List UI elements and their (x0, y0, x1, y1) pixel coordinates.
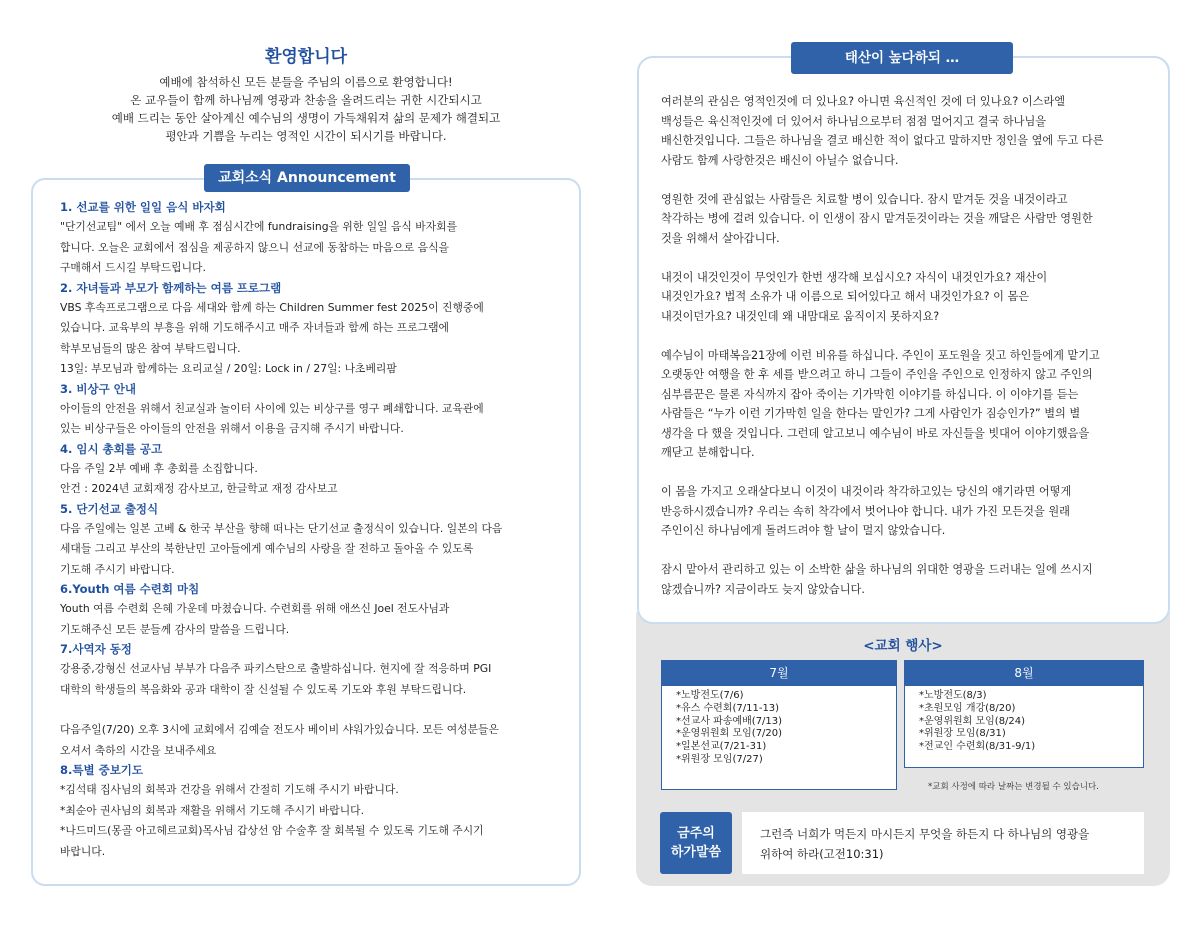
sermon-text: 않겠습니까? 지금이라도 늦지 않았습니다. (661, 582, 865, 596)
welcome-title: 환영합니다 (264, 47, 348, 67)
announcement-text: 세대들 그리고 부산의 북한난민 고아들에게 예수님의 사랑을 잘 전하고 돌아올 수 있도록 (60, 542, 474, 555)
announcement-item (60, 580, 570, 640)
announcement-text: 다음주일(7/20) 오후 3시에 교회에서 김예슬 전도사 베이비 샤워가있습니다. 모든 여성분들은 (60, 723, 499, 736)
announcement-heading: 4. 임시 총회를 공고 (60, 441, 163, 456)
sermon-text: 깨닫고 분해합니다. (661, 446, 755, 459)
announcement-spacer (60, 700, 570, 720)
event-item: *운영위원회 모임(7/20) (676, 728, 783, 740)
announcement-text: *최순아 권사님의 회복과 재활을 위해서 기도해 주시기 바랍니다. (60, 803, 365, 817)
paragraph-spacer (661, 170, 1156, 190)
event-item: *노방전도(8/3) (919, 690, 987, 701)
event-item: *노방전도(7/6) (676, 690, 744, 701)
event-item: *초원모임 개강(8/20) (919, 702, 1016, 714)
event-item: *위원장 모임(7/27) (676, 753, 763, 765)
sermon-text: 백성들은 육신적인것에 더 있어서 하나님으로부터 점점 멀어지고 결국 하나님을 (661, 114, 1047, 128)
event-item: *위원장 모임(8/31) (919, 728, 1006, 740)
announcement-heading: 3. 비상구 안내 (60, 381, 136, 396)
sermon-text: 내것인가요? 법적 소유가 내 이름으로 되어있다고 해서 내것인가요? 이 몸은 (661, 290, 1030, 303)
announcement-text: Youth 여름 수련회 은혜 가운데 마쳤습니다. 수련회를 위해 애쓰신 Joel 전도사님과 (60, 602, 450, 615)
event-item: *전교인 수련회(8/31-9/1) (919, 741, 1036, 753)
announcement-item (60, 640, 570, 761)
announcement-text: 다음 주일 2부 예배 후 총회를 소집합니다. (60, 461, 258, 475)
event-item: *일본선교(7/21-31) (676, 741, 767, 753)
announcement-text: *나드미드(몽골 아고헤르교회)목사님 갑상선 암 수술후 잘 회복될 수 있도록 기도해 주시기 (60, 824, 484, 837)
announcement-text: *김석태 집사님의 회복과 건강을 위해서 간절히 기도해 주시기 바랍니다. (60, 783, 399, 796)
announcement-title: 교회소식 Announcement (204, 164, 410, 192)
sermon-text: 잠시 맡아서 관리하고 있는 이 소박한 삶을 하나님의 위대한 영광을 드러내는 일에 쓰시지 (661, 563, 1093, 576)
announcement-item (60, 279, 570, 380)
verse-label-line: 금주의 (677, 826, 715, 841)
sermon-text: 오랫동안 여행을 한 후 세를 받으려고 하니 그들이 주인을 주인으로 인정하지 않고 주인의 (661, 368, 1093, 381)
sermon-text: 배신한것입니다. 그들은 하나님을 결코 배신한 적이 없다고 말하지만 정인을 옆에 두고 다른 (661, 134, 1104, 147)
announcement-heading: 5. 단기선교 출정식 (60, 501, 159, 516)
announcement-text: 합니다. 오늘은 교회에서 점심을 제공하지 않으니 선교에 동참하는 마음으로 음식을 (60, 240, 449, 254)
announcement-item (60, 380, 570, 440)
sermon-text: 주인이신 하나님에게 돌려드려야 할 날이 멀지 않았습니다. (661, 524, 946, 537)
month-events-august (904, 686, 1144, 768)
sermon-text: 영원한 것에 관심없는 사람들은 치료할 병이 있습니다. 잠시 맡겨둔 것을 내것이라고 (661, 192, 1068, 206)
event-item: *운영위원회 모임(8/24) (919, 715, 1026, 727)
paragraph-spacer (661, 541, 1156, 561)
events-title: <교회 행사> (863, 638, 943, 654)
verse-label-line: 하가말씀 (670, 845, 722, 860)
announcement-heading: 1. 선교를 위한 일일 음식 바자회 (60, 200, 226, 214)
welcome-line: 예배에 참석하신 모든 분들을 주님의 이름으로 환영합니다! (159, 75, 453, 89)
announcement-text: 있습니다. 교육부의 부흥을 위해 기도해주시고 매주 자녀들과 함께 하는 프로그램에 (60, 321, 449, 334)
announcement-text: 학부모님들의 많은 참여 부탁드립니다. (60, 341, 241, 355)
announcement-text: 강용중,강형신 선교사님 부부가 다음주 파키스탄으로 출발하십니다. 현지에 잘 적응하며 PGI (60, 662, 492, 675)
events-note: *교회 사정에 따라 날짜는 변경될 수 있습니다. (928, 782, 1099, 792)
welcome-line: 예배 드리는 동안 살아계신 예수님의 생명이 가득채워져 삶의 문제가 해결되고 (111, 111, 501, 125)
announcement-item (60, 761, 570, 862)
sermon-text: 것을 위해서 살아갑니다. (661, 231, 780, 245)
announcement-text: 바랍니다. (60, 844, 106, 858)
announcement-text: 대학의 학생들의 복음화와 공과 대학이 잘 신설될 수 있도록 기도와 후원 부탁드립니다. (60, 682, 467, 696)
event-item: *선교사 파송예배(7/13) (676, 715, 783, 727)
announcement-text: 13일: 부모님과 함께하는 요리교실 / 20일: Lock in / 27일: 나초베리팜 (60, 362, 397, 375)
sermon-text: 내것이던가요? 내것인데 왜 내맘대로 움직이지 못하지요? (661, 309, 940, 323)
announcement-heading: 7.사역자 동정 (60, 642, 132, 656)
announcement-text: 있는 비상구들은 아이들의 안전을 위해서 이용을 금지해 주시기 바랍니다. (60, 422, 404, 435)
announcement-heading: 8.특별 중보기도 (60, 763, 144, 777)
verse-text: 위하여 하라(고전10:31) (760, 847, 884, 861)
announcement-text: 기도해주신 모든 분들께 감사의 말씀을 드립니다. (60, 622, 290, 636)
sermon-text: 여러분의 관심은 영적인것에 더 있나요? 아니면 육신적인 것에 더 있나요? 이스라엘 (661, 95, 1066, 108)
sermon-text: 생각을 다 했을 것입니다. 그런데 알고보니 예수님이 바로 자신들을 빗대어 이야기했음을 (661, 426, 1090, 440)
event-item: *유스 수련회(7/11-13) (676, 702, 780, 714)
announcement-item (60, 500, 570, 581)
sermon-text: 심부름꾼은 물론 자식까지 잡아 죽이는 기가막힌 이야기를 하십니다. 이 이야기를 듣는 (661, 387, 1079, 401)
verse-box (742, 812, 1144, 874)
announcement-heading: 2. 자녀들과 부모가 함께하는 여름 프로그램 (60, 280, 282, 295)
paragraph-spacer (661, 326, 1156, 346)
announcement-text: 다음 주일에는 일본 고베 & 한국 부산을 향해 떠나는 단기선교 출정식이 있습니다. 일본의 다음 (60, 521, 503, 535)
paragraph-spacer (661, 463, 1156, 483)
verse-label (660, 812, 732, 874)
announcement-text: 구매해서 드시길 부탁드립니다. (60, 261, 206, 274)
sermon-title: 태산이 높다하되 … (791, 42, 1013, 74)
sermon-text: 이 몸을 가지고 오래살다보니 이것이 내것이라 착각하고있는 당신의 얘기라면 어떻게 (661, 485, 1072, 498)
announcement-text: 기도해 주시기 바랍니다. (60, 562, 175, 576)
sermon-text: 착각하는 병에 걸려 있습니다. 이 인생이 잠시 맡겨둔것이라는 것을 깨달은 사람만 영원한 (661, 212, 1093, 225)
sermon-text: 예수님이 마태복음21장에 이런 비유를 하십니다. 주인이 포도원을 짓고 하인들에게 맡기고 (661, 348, 1100, 362)
sermon-body (661, 92, 1156, 599)
announcement-heading: 6.Youth 여름 수련회 마침 (60, 582, 200, 596)
announcement-text: 오셔서 축하의 시간을 보내주세요 (60, 743, 217, 757)
month-header-august: 8월 (904, 660, 1144, 686)
sermon-text: 내것이 내것인것이 무엇인가 한번 생각해 보십시오? 자식이 내것인가요? 재산이 (661, 270, 1048, 284)
announcement-text: 아이들의 안전을 위해서 친교실과 놀이터 사이에 있는 비상구를 영구 폐쇄합니다. 교육관에 (60, 401, 484, 415)
sermon-text: 사람도 함께 사랑한것은 배신이 아닐수 없습니다. (661, 153, 899, 167)
welcome-section (30, 42, 582, 145)
sermon-text: 사람들은 “누가 이런 기가막힌 일을 한다는 말인가? 그게 사람인가 짐승인가?” 별의 별 (661, 407, 1081, 420)
sermon-text: 반응하시겠습니까? 우리는 속히 착각에서 벗어나야 합니다. 내가 가진 모든것을 원래 (661, 504, 1070, 518)
announcement-list (60, 198, 570, 862)
month-header-july: 7월 (661, 660, 897, 686)
announcement-item (60, 440, 570, 500)
paragraph-spacer (661, 248, 1156, 268)
announcement-text: 안건 : 2024년 교회재정 감사보고, 한글학교 재정 감사보고 (60, 482, 338, 495)
announcement-text: VBS 후속프로그램으로 다음 세대와 함께 하는 Children Summer fest 2025이 진행중에 (60, 300, 484, 314)
month-events-july (661, 686, 897, 790)
verse-text: 그런즉 너희가 먹든지 마시든지 무엇을 하든지 다 하나님의 영광을 (760, 827, 1090, 841)
welcome-line: 온 교우들이 함께 하나님께 영광과 찬송을 올려드리는 귀한 시간되시고 (130, 93, 482, 107)
announcement-item (60, 198, 570, 279)
welcome-line: 평안과 기쁨을 누리는 영적인 시간이 되시기를 바랍니다. (165, 129, 447, 143)
announcement-text: "단기선교팀" 에서 오늘 예배 후 점심시간에 fundraising을 위한 일일 음식 바자회를 (60, 220, 458, 233)
